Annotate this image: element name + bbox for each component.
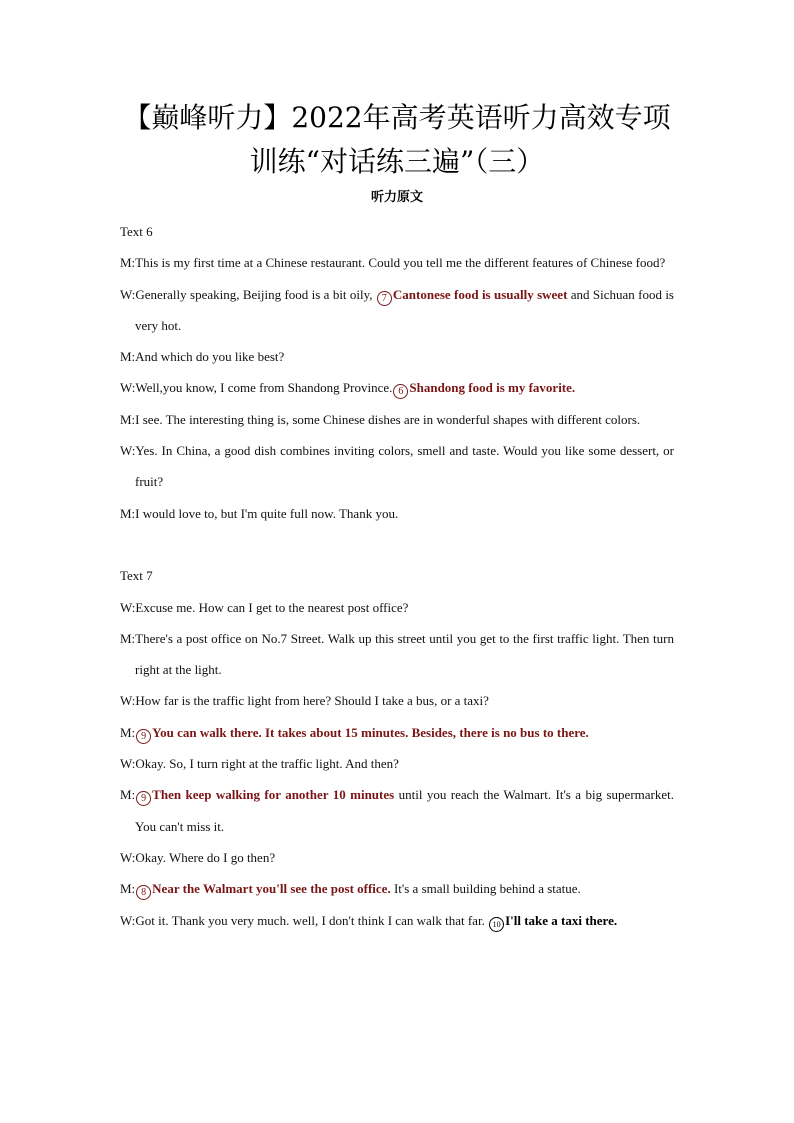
section-heading: 听力原文: [370, 190, 423, 205]
answer-number-9b: 9: [136, 791, 151, 806]
answer-highlight-7: Cantonese food is usually sweet: [392, 286, 568, 302]
text7-line-4-start: M:: [120, 724, 136, 740]
text7-line-9: [120, 905, 674, 936]
text6-line-3: M:And which do you like best?: [120, 349, 285, 365]
text7-line-7: W:Okay. Where do I go then?: [120, 849, 276, 865]
answer-highlight-9a: You can walk there. It takes about 15 minutes. Besides, there is no bus to there.: [152, 724, 589, 740]
answer-number-10: 10: [489, 917, 504, 932]
text7-line-1: W:Excuse me. How can I get to the nearest post office?: [120, 599, 409, 615]
text7-line-6: [120, 779, 674, 842]
text7-line-6-start: M:: [120, 787, 136, 803]
text7-line-8: [120, 873, 674, 904]
title-line-2: 训练“对话练三遍”（三）: [249, 145, 545, 178]
text6-line-1: M:This is my first time at a Chinese restaurant. Could you tell me the different features of Chinese food?: [120, 255, 666, 271]
answer-highlight-6: Shandong food is my favorite.: [409, 380, 576, 396]
text7-line-6-end: until you reach the Walmart. It's a big supermarket. You can't miss it.: [135, 787, 674, 834]
answer-highlight-10: I'll take a taxi there.: [505, 912, 618, 928]
spacer: [120, 529, 674, 560]
text7-line-4: [120, 717, 674, 748]
text7-line-3: W:How far is the traffic light from here? Should I take a bus, or a taxi?: [120, 693, 489, 709]
answer-number-9a: 9: [136, 729, 151, 744]
text7-line-5: W:Okay. So, I turn right at the traffic light. And then?: [120, 756, 399, 772]
document-title: [60, 96, 734, 184]
answer-number-6: 6: [393, 384, 408, 399]
text7-label: Text 7: [120, 568, 153, 584]
text6-line-7: M:I would love to, but I'm quite full now. Thank you.: [120, 505, 399, 521]
text6-line-2: [120, 279, 674, 342]
text6-line-4: [120, 372, 674, 403]
answer-number-8: 8: [136, 885, 151, 900]
title-line-1: 【巅峰听力】2022年高考英语听力高效专项: [123, 101, 671, 134]
answer-highlight-8: Near the Walmart you'll see the post office.: [152, 881, 391, 897]
answer-highlight-9b: Then keep walking for another 10 minutes: [152, 787, 395, 803]
text7-line-8-end: It's a small building behind a statue.: [390, 881, 581, 897]
answer-number-7: 7: [377, 291, 392, 306]
text7-line-9-start: W:Got it. Thank you very much. well, I don't think I can walk that far.: [120, 912, 489, 928]
text6-line-6: W:Yes. In China, a good dish combines inviting colors, smell and taste. Would you like some dessert, or fruit?: [120, 443, 674, 490]
text7-line-2: M:There's a post office on No.7 Street. Walk up this street until you get to the first traffic light. Then turn right at the light.: [120, 630, 674, 678]
text6-line-2-start: W:Generally speaking, Beijing food is a bit oily,: [120, 286, 376, 302]
text7-line-8-start: M:: [120, 881, 136, 897]
text6-line-2-end: and Sichuan food is very hot.: [135, 286, 674, 333]
transcript-body: [120, 216, 674, 936]
text6-line-5: M:I see. The interesting thing is, some Chinese dishes are in wonderful shapes with different colors.: [120, 411, 641, 427]
text6-label: Text 6: [120, 224, 153, 239]
text6-line-4-start: W:Well,you know, I come from Shandong Province.: [120, 380, 393, 396]
